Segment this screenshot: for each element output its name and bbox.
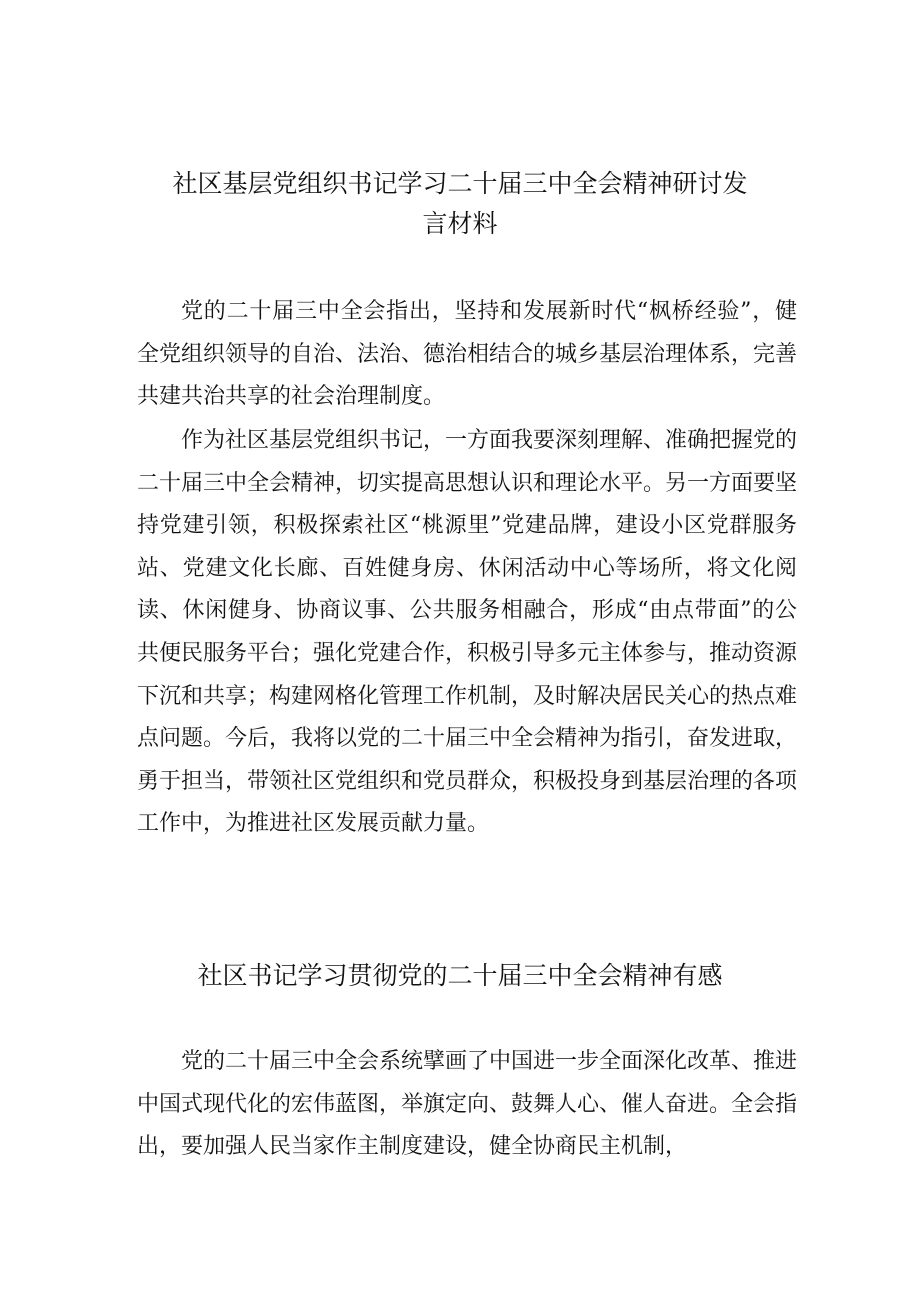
article-1-title	[120, 164, 800, 244]
article-1-paragraph-2: 作为社区基层党组织书记，一方面我要深刻理解、准确把握党的二十届三中全会精神，切实提高思想认识和理论水平。另一方面要坚持党建引领，积极探索社区“桃源里”党建品牌，建设小区党群服务站、党建文化长廊、百姓健身房、休闲活动中心等场所，将文化阅读、休闲健身、协商议事、公共服务相融合，形成“由点带面”的公共便民服务平台；强化党建合作，积极引导多元主体参与，推动资源下沉和共享；构建网格化管理工作机制，及时解决居民关心的热点难点问题。今后，我将以党的二十届三中全会精神为指引，奋发进取，勇于担当，带领社区党组织和党员群众，积极投身到基层治理的各项工作中，为推进社区发展贡献力量。	[137, 428, 798, 837]
article-2-paragraph-1: 党的二十届三中全会系统擘画了中国进一步全面深化改革、推进中国式现代化的宏伟蓝图，举旗定向、鼓舞人心、催人奋进。全会指出，要加强人民当家作主制度建设，健全协商民主机制，	[137, 1049, 798, 1160]
article-2-title-text: 社区书记学习贯彻党的二十届三中全会精神有感	[197, 961, 723, 990]
article-1-paragraph-1: 党的二十届三中全会指出，坚持和发展新时代“枫桥经验”，健全党组织领导的自治、法治、德治相结合的城乡基层治理体系，完善共建共治共享的社会治理制度。	[137, 299, 798, 410]
article-2-title	[120, 956, 800, 996]
article-1-title-line-1: 社区基层党组织书记学习二十届三中全会精神研讨发	[172, 169, 748, 198]
article-1-title-line-2: 言材料	[422, 209, 498, 238]
